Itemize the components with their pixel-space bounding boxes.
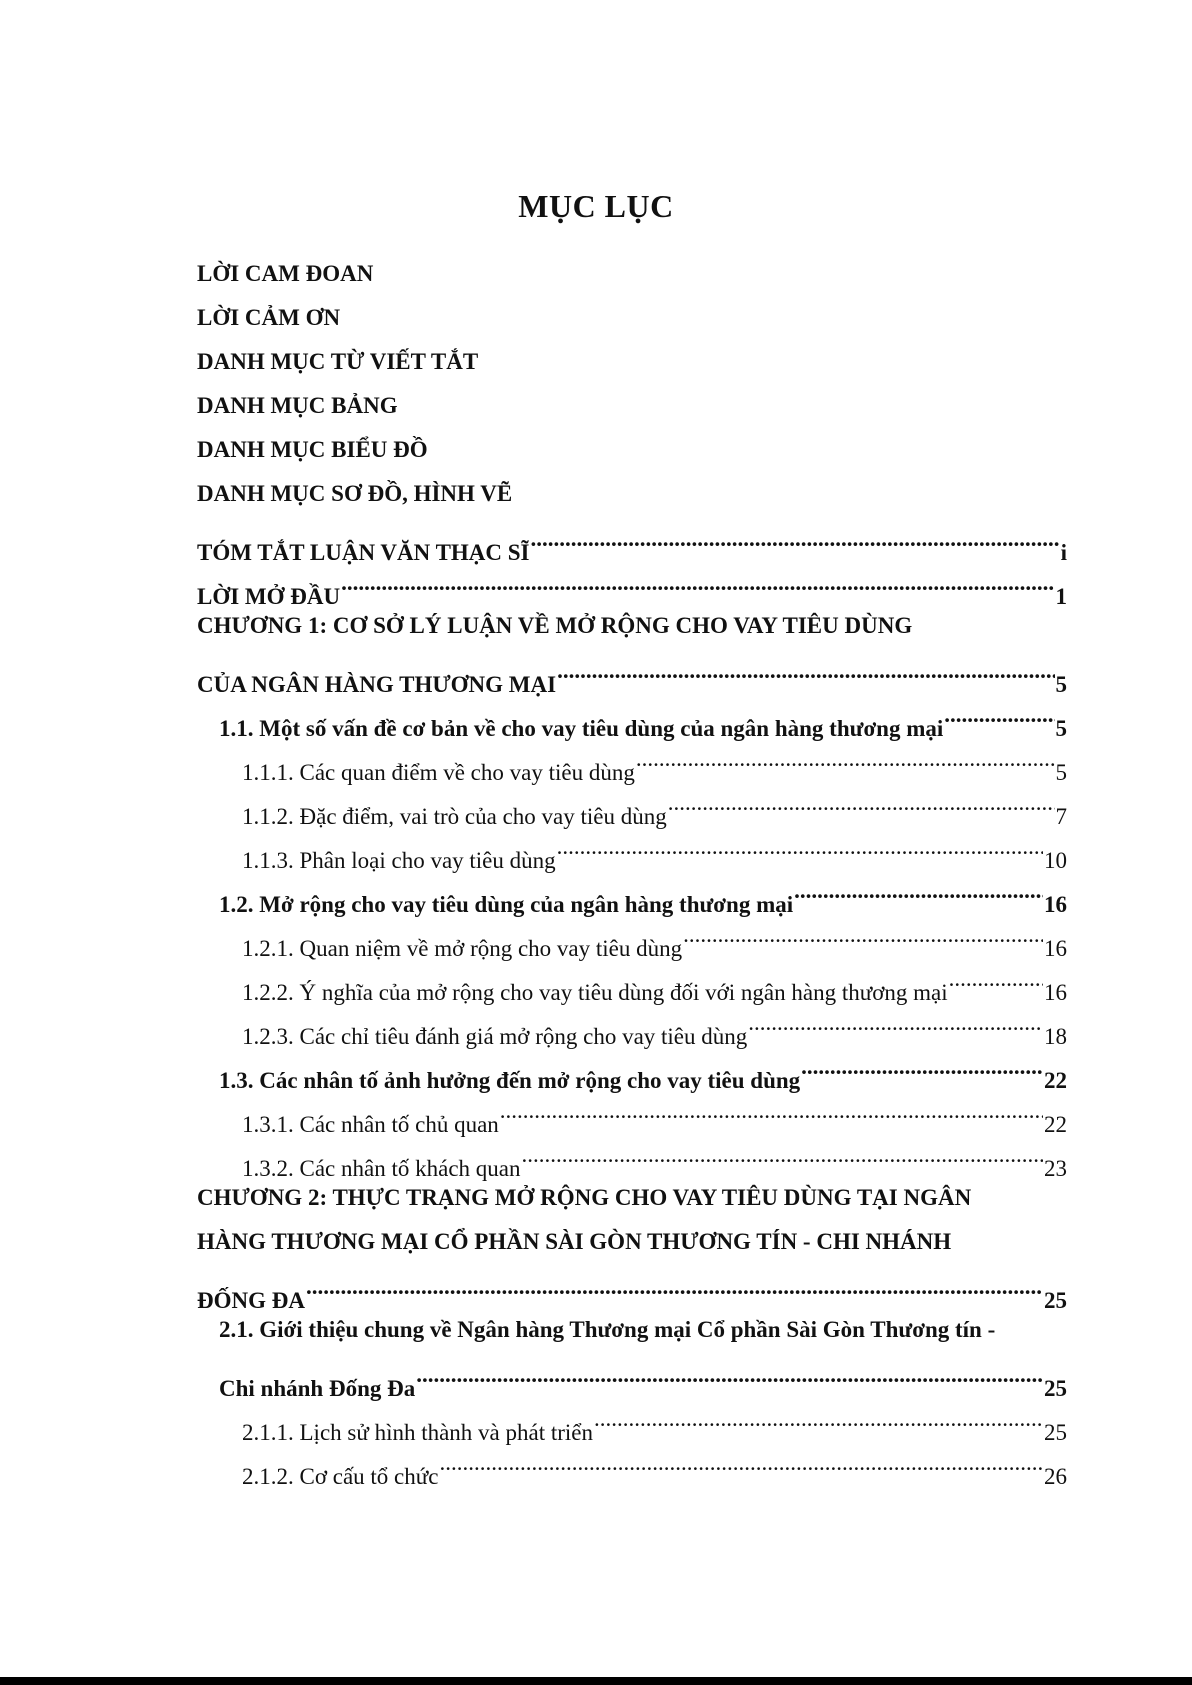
- toc-page-number: 7: [1055, 804, 1067, 829]
- toc-entry-text: LỜI CẢM ƠN: [197, 305, 341, 330]
- toc-entry-text: 1.1.2. Đặc điểm, vai trò của cho vay tiêu dùng: [242, 804, 667, 829]
- toc-page-number: 25: [1044, 1420, 1067, 1445]
- dot-leader: [531, 516, 1060, 560]
- toc-entry: [197, 648, 1067, 697]
- toc-entry-text: CHƯƠNG 1: CƠ SỞ LÝ LUẬN VỀ MỞ RỘNG CHO VAY TIÊU DÙNG: [197, 613, 913, 638]
- toc-entry: [197, 1308, 1067, 1352]
- dot-leader: [594, 1396, 1043, 1440]
- toc-entry: [197, 472, 1067, 516]
- dot-leader: [341, 560, 1054, 604]
- toc-page-number: 5: [1055, 760, 1067, 785]
- toc-entry-text: 1.2.3. Các chỉ tiêu đánh giá mở rộng cho vay tiêu dùng: [242, 1024, 748, 1049]
- toc-entry-text: HÀNG THƯƠNG MẠI CỔ PHẦN SÀI GÒN THƯƠNG TÍN - CHI NHÁNH: [197, 1229, 952, 1254]
- toc-page-number: 16: [1044, 892, 1067, 917]
- dot-leader: [416, 1352, 1043, 1396]
- toc-entry-text: LỜI CAM ĐOAN: [197, 261, 374, 286]
- page-bottom-border: [0, 1677, 1192, 1685]
- toc-entry: [197, 1352, 1067, 1401]
- toc-entry: [197, 1176, 1067, 1220]
- toc-entry-text: 1.2.1. Quan niệm về mở rộng cho vay tiêu dùng: [242, 936, 683, 961]
- toc-page-number: 25: [1044, 1376, 1067, 1401]
- dot-leader: [500, 1088, 1043, 1132]
- toc-entry-text: CỦA NGÂN HÀNG THƯƠNG MẠI: [197, 672, 557, 697]
- dot-leader: [557, 648, 1054, 692]
- toc-entry-text: 2.1.1. Lịch sử hình thành và phát triển: [242, 1420, 594, 1445]
- toc-title: MỤC LỤC: [518, 188, 674, 224]
- toc-entry: [197, 1264, 1067, 1313]
- toc-page-number: 23: [1044, 1156, 1067, 1181]
- toc-entry: [197, 252, 1067, 296]
- dot-leader: [944, 692, 1054, 736]
- toc-entry: [197, 516, 1067, 565]
- toc-entry-text: ĐỐNG ĐA: [197, 1288, 305, 1313]
- toc-entry: [197, 296, 1067, 340]
- toc-entry-text: 1.3.1. Các nhân tố chủ quan: [242, 1112, 499, 1137]
- toc-entry-text: DANH MỤC BIỂU ĐỒ: [197, 437, 428, 462]
- toc-entry-text: CHƯƠNG 2: THỰC TRẠNG MỞ RỘNG CHO VAY TIÊU DÙNG TẠI NGÂN: [197, 1185, 972, 1210]
- toc-entry-text: DANH MỤC SƠ ĐỒ, HÌNH VẼ: [197, 481, 513, 506]
- toc-entry: [197, 1220, 1067, 1264]
- toc-page-number: 5: [1055, 716, 1067, 741]
- dot-leader: [306, 1264, 1043, 1308]
- toc-entry-text: TÓM TẮT LUẬN VĂN THẠC SĨ: [197, 540, 530, 565]
- toc-entry-text: 1.1.3. Phân loại cho vay tiêu dùng: [242, 848, 556, 873]
- toc-page-number: 26: [1044, 1464, 1067, 1489]
- dot-leader: [521, 1132, 1043, 1176]
- toc-entry-text: DANH MỤC TỪ VIẾT TẮT: [197, 349, 479, 374]
- toc-entry: [197, 340, 1067, 384]
- toc-entry-text: 1.3.2. Các nhân tố khách quan: [242, 1156, 521, 1181]
- toc-entry-text: 2.1. Giới thiệu chung về Ngân hàng Thương mại Cổ phần Sài Gòn Thương tín -: [219, 1317, 996, 1342]
- table-of-contents: [197, 252, 1067, 1489]
- dot-leader: [439, 1440, 1043, 1484]
- toc-page-number: 16: [1044, 980, 1067, 1005]
- dot-leader: [801, 1044, 1043, 1088]
- toc-page-number: 1: [1055, 584, 1067, 609]
- toc-page-number: 18: [1044, 1024, 1067, 1049]
- dot-leader: [557, 824, 1043, 868]
- toc-entry-text: 1.1.1. Các quan điểm về cho vay tiêu dùng: [242, 760, 635, 785]
- toc-entry: [197, 428, 1067, 472]
- toc-page-number: 16: [1044, 936, 1067, 961]
- dot-leader: [668, 780, 1055, 824]
- dot-leader: [748, 1000, 1043, 1044]
- toc-entry-text: 1.2.2. Ý nghĩa của mở rộng cho vay tiêu dùng đối với ngân hàng thương mại: [242, 980, 948, 1005]
- dot-leader: [949, 956, 1043, 1000]
- toc-page-number: 10: [1044, 848, 1067, 873]
- dot-leader: [636, 736, 1055, 780]
- toc-entry: [197, 604, 1067, 648]
- toc-entry-text: 1.2. Mở rộng cho vay tiêu dùng của ngân hàng thương mại: [219, 892, 794, 917]
- toc-entry: [197, 384, 1067, 428]
- toc-page-number: 25: [1044, 1288, 1067, 1313]
- toc-entry-text: Chi nhánh Đống Đa: [219, 1376, 416, 1401]
- toc-entry-text: 1.3. Các nhân tố ảnh hưởng đến mở rộng cho vay tiêu dùng: [219, 1068, 801, 1093]
- toc-entry-text: 1.1. Một số vấn đề cơ bản về cho vay tiêu dùng của ngân hàng thương mại: [219, 716, 944, 741]
- toc-entry-text: DANH MỤC BẢNG: [197, 393, 398, 418]
- toc-entry-text: 2.1.2. Cơ cấu tổ chức: [242, 1464, 439, 1489]
- dot-leader: [794, 868, 1043, 912]
- toc-page-number: i: [1060, 540, 1067, 565]
- toc-page-number: 22: [1044, 1112, 1067, 1137]
- dot-leader: [683, 912, 1043, 956]
- toc-page-number: 5: [1055, 672, 1067, 697]
- toc-page-number: 22: [1044, 1068, 1067, 1093]
- toc-entry-text: LỜI MỞ ĐẦU: [197, 584, 341, 609]
